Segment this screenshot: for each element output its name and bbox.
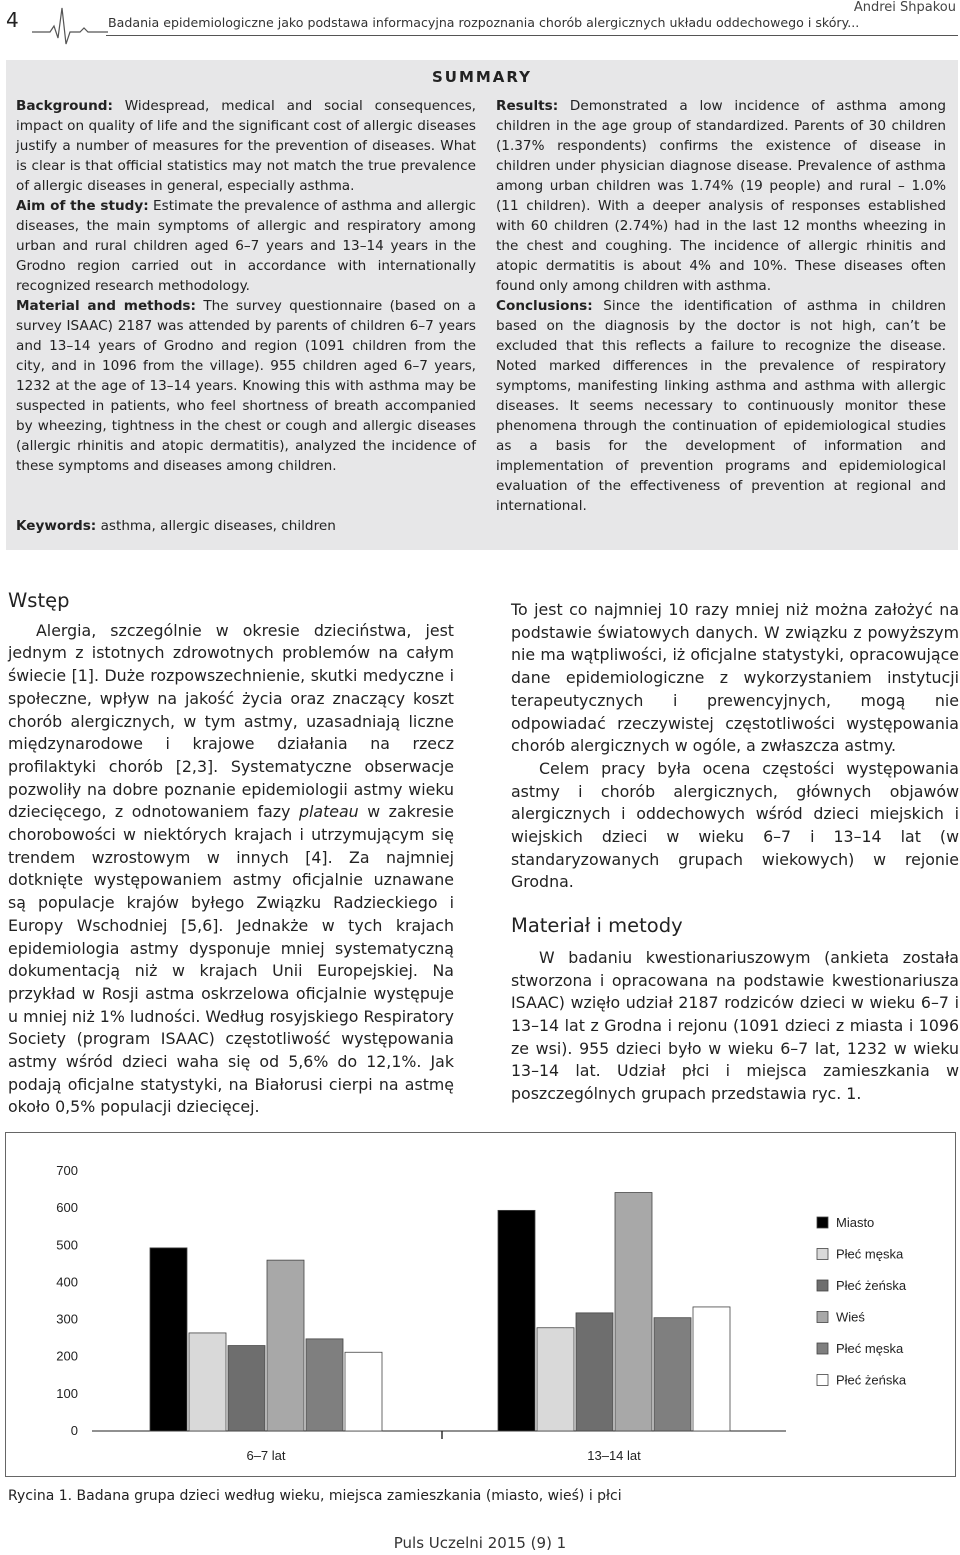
bar-chart [6,1133,955,1476]
legend-swatch [817,1280,828,1291]
caption-text: Badana grupa dzieci według wieku, miejsca zamieszkania (miasto, wieś) i płci [72,1488,622,1504]
intro-italic: plateau [298,802,359,822]
summary-box [6,60,958,550]
results-label: Results: [496,98,559,114]
methods-label: Material and methods: [16,298,196,314]
summary-keywords [16,518,336,534]
bar [693,1307,730,1431]
bar [498,1210,535,1431]
legend-swatch [817,1312,828,1323]
bar [228,1346,265,1431]
summary-left-column [16,96,476,476]
y-tick-label: 300 [56,1311,78,1327]
bar [615,1193,652,1431]
aim-label: Aim of the study: [16,198,149,214]
legend-label: Wieś [836,1309,865,1325]
intro-text-b: w zakresie chorobowości w niektórych krajach i utrzymującym się trendem wzrostowym w innych [4]. Za najmniej dotknięte występowaniem astmy oficjalnie uznawane są populacje krajów byłego Związku Radzieckiego i Europy Wschodniej [5,6]. Jednakże w tych krajach epidemiologia astmy dysponuje mniej systematyczną dokumentacją niż w krajach Unii Europejskiej. Na przykład w Rosji astma oskrzelowa oficjalnie występuje u mniej niż 1% ludności. Według rosyjskiego Respiratory Society (program ISAAC) częstotliwość występowania astmy wśród dzieci waha się od 5,6% do 12,1%. Jak podają oficjalne statystyki, na Białorusi cierpi na astmę około 0,5% populacji dziecięcej. [8,802,454,1117]
background-text: Widespread, medical and social consequences, impact on quality of life and the significant cost of allergic diseases justify a number of measures for the prevention of diseases. What is clear is that official statistics may not match the true prevalence of allergic diseases in general, especially asthma. [16,98,476,194]
bar [306,1339,343,1431]
body-left-column [8,590,454,1119]
summary-right-column [496,96,946,516]
y-tick-label: 100 [56,1385,78,1401]
legend-swatch [817,1217,828,1228]
aim-text: Estimate the prevalence of asthma and allergic diseases, the main symptoms of allergic and respiratory among urban and rural children aged 6–7 years and 13–14 years in the Grodno region carried out in accordance with internationally recognized research methodology. [16,198,476,294]
summary-background [16,96,476,196]
intro-text-a: Alergia, szczególnie w okresie dzieciństwa, jest jednym z istotnych zdrowotnych problemów na całym świecie [1]. Duże rozpowszechnienie, skutki medyczne i społeczne, wpływ na jakość życia oraz znaczący koszt chorób alergicznych, w tym astmy, uzasadniają liczne międzynarodowe i krajowe działania na rzecz profilaktyki chorób [2,3]. Systematyczne obserwacje pozwoliły na dobre poznanie epidemiologii astmy wieku dziecięcego, z odnotowaniem fazy [8,620,454,822]
intro-heading: Wstęp [8,589,70,612]
y-tick-label: 0 [70,1423,78,1438]
running-title: Badania epidemiologiczne jako podstawa informacyjna rozpoznania chorób alergicznych układu oddechowego i skóry... [108,15,860,30]
legend-label: Płeć męska [836,1341,904,1356]
conclusions-label: Conclusions: [496,298,593,314]
summary-conclusions [496,296,946,516]
caption-label: Rycina 1. [8,1488,73,1504]
legend-label: Płeć żeńska [836,1372,907,1388]
page-footer: Puls Uczelni 2015 (9) 1 [393,1534,567,1552]
legend-swatch [817,1343,828,1354]
ecg-logo-icon [30,4,110,48]
methods-paragraph-1: W badaniu kwestionariuszowym (ankieta została stworzona i opracowana na podstawie kwestionariusza ISAAC) wzięło udział 2187 rodziców dzieci w wieku 6–7 i 13–14 lat z Grodna i rejonu (1091 dzieci z miasta i 1096 ze wsi). 955 dzieci było w wieku 6–7 lat, 1232 w wieku 13–14 lat. Udział płci i miejsca zamieszkania w poszczególnych grupach przedstawia ryc. 1. [511,947,959,1104]
bar [576,1313,613,1431]
intro-paragraph-1 [8,620,454,1119]
x-tick-label: 6–7 lat [246,1448,286,1463]
intro-paragraph-3: Celem pracy była ocena częstości występowania astmy i chorób alergicznych, głównych objawów alergicznych i oddechowych wśród dzieci miejskich i wiejskich dzieci w wieku 6–7 i 13–14 lat (w standaryzowanych grupach wiekowych) w rejonie Grodna. [511,758,959,892]
legend-label: Miasto [836,1215,875,1230]
bar [150,1248,187,1431]
summary-aim [16,196,476,296]
y-tick-label: 500 [56,1237,78,1253]
keywords-text: asthma, allergic diseases, children [96,518,336,534]
body-right-column [511,599,959,1106]
page-number: 4 [6,8,19,32]
x-tick-label: 13–14 lat [587,1448,641,1463]
intro-paragraph-2: To jest co najmniej 10 razy mniej niż można założyć na podstawie światowych danych. W związku z powyższym nie ma wątpliwości, iż oficjalne statystyki, opracowujące dane epidemiologiczne z wykorzystaniem instytucji terapeutycznych i prewencyjnych, mogą nie odpowiadać rzeczywistej częstotliwości występowania chorób alergicznych w ogóle, a zwłaszcza astmy. [511,600,959,756]
bar [267,1260,304,1431]
figure-caption [8,1488,622,1504]
legend-swatch [817,1375,828,1386]
author-name: Andrei Shpakou [853,0,956,15]
methods-text: The survey questionnaire (based on a survey ISAAC) 2187 was attended by parents of children 6–7 years and 13–14 years of Grodno and region (1091 children from the city, and in 1096 from the village). 955 children aged 6–7 years, 1232 at the age of 13–14 years. Knowing this with asthma may be suspected in patients, who feel shortness of breath accompanied by wheezing, tightness in the chest or cough and allergic diseases (allergic rhinitis and atopic dermatitis), analyzed the incidence of these symptoms and diseases among children. [16,298,476,474]
legend-label: Płeć żeńska [836,1278,907,1293]
keywords-label: Keywords: [16,518,97,534]
y-tick-label: 700 [56,1163,78,1178]
bar [537,1328,574,1431]
figure-frame [5,1132,956,1477]
y-tick-label: 600 [56,1200,78,1216]
summary-results [496,96,946,296]
results-text: Demonstrated a low incidence of asthma among children in the age group of standardized. Parents of 30 children (1.37% respondents) confirms the existence of disease in children under physician diagnose disease. Prevalence of asthma among urban children was 1.74% (19 people) and rural – 1.0% (11 children). With a deeper analysis of responses established with 60 children (2.74%) had in the last 12 months wheezing in the chest and coughing. The incidence of allergic rhinitis and atopic dermatitis is about 4% and 10%. These diseases often found only among children with asthma. [496,98,946,294]
bar [654,1318,691,1431]
bar [189,1333,226,1431]
background-label: Background: [16,98,113,114]
conclusions-text: Since the identification of asthma in children based on the diagnosis by the doctor is not high, can’t be excluded that this reflects a failure to recognize the disease. Noted marked differences in the prevalence of respiratory symptoms, manifesting linking asthma and asthma with allergic diseases. It seems necessary to continuously monitor these phenomena through the continuation of epidemiological studies as a basis for the development of information and implementation of prevention programs and epidemiological evaluation of the effectiveness of prevention at regional and international. [496,298,946,514]
header-rule [106,35,958,36]
methods-heading: Materiał i metody [511,914,683,938]
bar [345,1352,382,1431]
y-tick-label: 200 [56,1348,78,1364]
summary-title: SUMMARY [431,68,533,86]
legend-swatch [817,1249,828,1260]
legend-label: Płeć męska [836,1246,904,1262]
summary-methods [16,296,476,476]
y-tick-label: 400 [56,1274,78,1290]
